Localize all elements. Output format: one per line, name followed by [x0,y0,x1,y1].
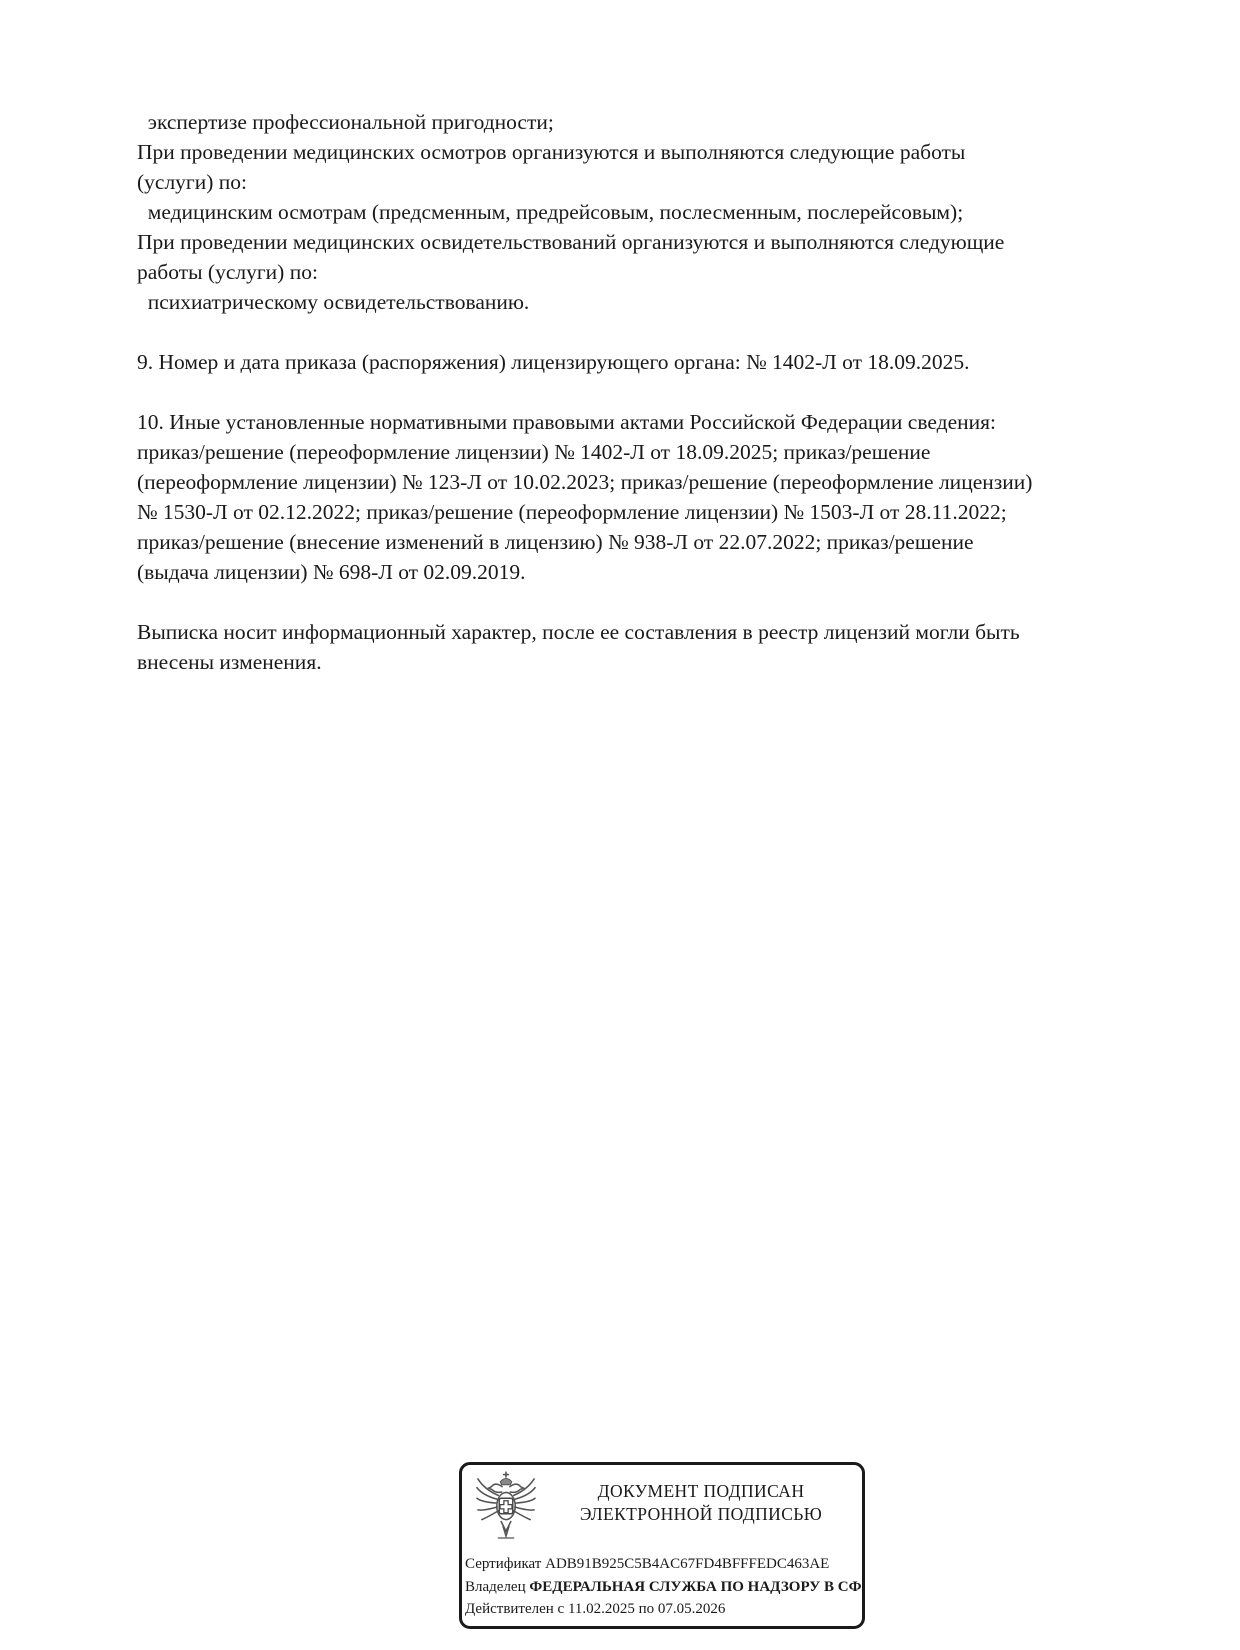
document-text [137,107,1147,677]
stamp-title-line1: ДОКУМЕНТ ПОДПИСАН [597,1481,805,1501]
text-line: психиатрическому освидетельствованию. [137,290,530,314]
text-line: экспертизе профессиональной пригодности; [137,110,554,134]
text-line: При проведении медицинских освидетельствований организуются и выполняются следующие [137,230,1005,254]
certificate-label: Сертификат [465,1556,542,1572]
text-line: (переоформление лицензии) № 123-Л от 10.02.2023; приказ/решение (переоформление лицензии) [137,470,1033,494]
text-line: приказ/решение (переоформление лицензии) № 1402-Л от 18.09.2025; приказ/решение [137,440,931,464]
certificate-row [465,1553,861,1576]
signature-stamp [459,1462,865,1629]
text-line: При проведении медицинских осмотров организуются и выполняются следующие работы [137,140,966,164]
text-line-disclaimer: внесены изменения. [137,650,322,674]
stamp-details [465,1553,861,1621]
text-line-item-10: 10. Иные установленные нормативными правовыми актами Российской Федерации сведения: [137,410,996,434]
text-line: работы (услуги) по: [137,260,318,284]
text-line-disclaimer: Выписка носит информационный характер, после ее составления в реестр лицензий могли быть [137,620,1020,644]
stamp-title [550,1480,852,1526]
certificate-value: ADB91B925C5B4AC67FD4BFFFEDC463AE [545,1556,830,1572]
stamp-title-line2: ЭЛЕКТРОННОЙ ПОДПИСЬЮ [579,1504,823,1524]
validity-row: Действителен с 11.02.2025 по 07.05.2026 [465,1601,726,1617]
owner-value: ФЕДЕРАЛЬНАЯ СЛУЖБА ПО НАДЗОРУ В СФ [529,1578,862,1595]
owner-row [465,1576,861,1599]
text-line: № 1530-Л от 02.12.2022; приказ/решение (переоформление лицензии) № 1503-Л от 28.11.2022; [137,500,1007,524]
text-line: приказ/решение (внесение изменений в лицензию) № 938-Л от 22.07.2022; приказ/решение [137,530,974,554]
text-line: (услуги) по: [137,170,248,194]
text-line-item-9: 9. Номер и дата приказа (распоряжения) лицензирующего органа: № 1402-Л от 18.09.2025. [137,350,970,374]
text-line: (выдача лицензии) № 698-Л от 02.09.2019. [137,560,526,584]
text-line: медицинским осмотрам (предсменным, предрейсовым, послесменным, послерейсовым); [137,200,964,224]
owner-label: Владелец [465,1578,526,1595]
roszdravnadzor-emblem-icon [475,1470,537,1544]
